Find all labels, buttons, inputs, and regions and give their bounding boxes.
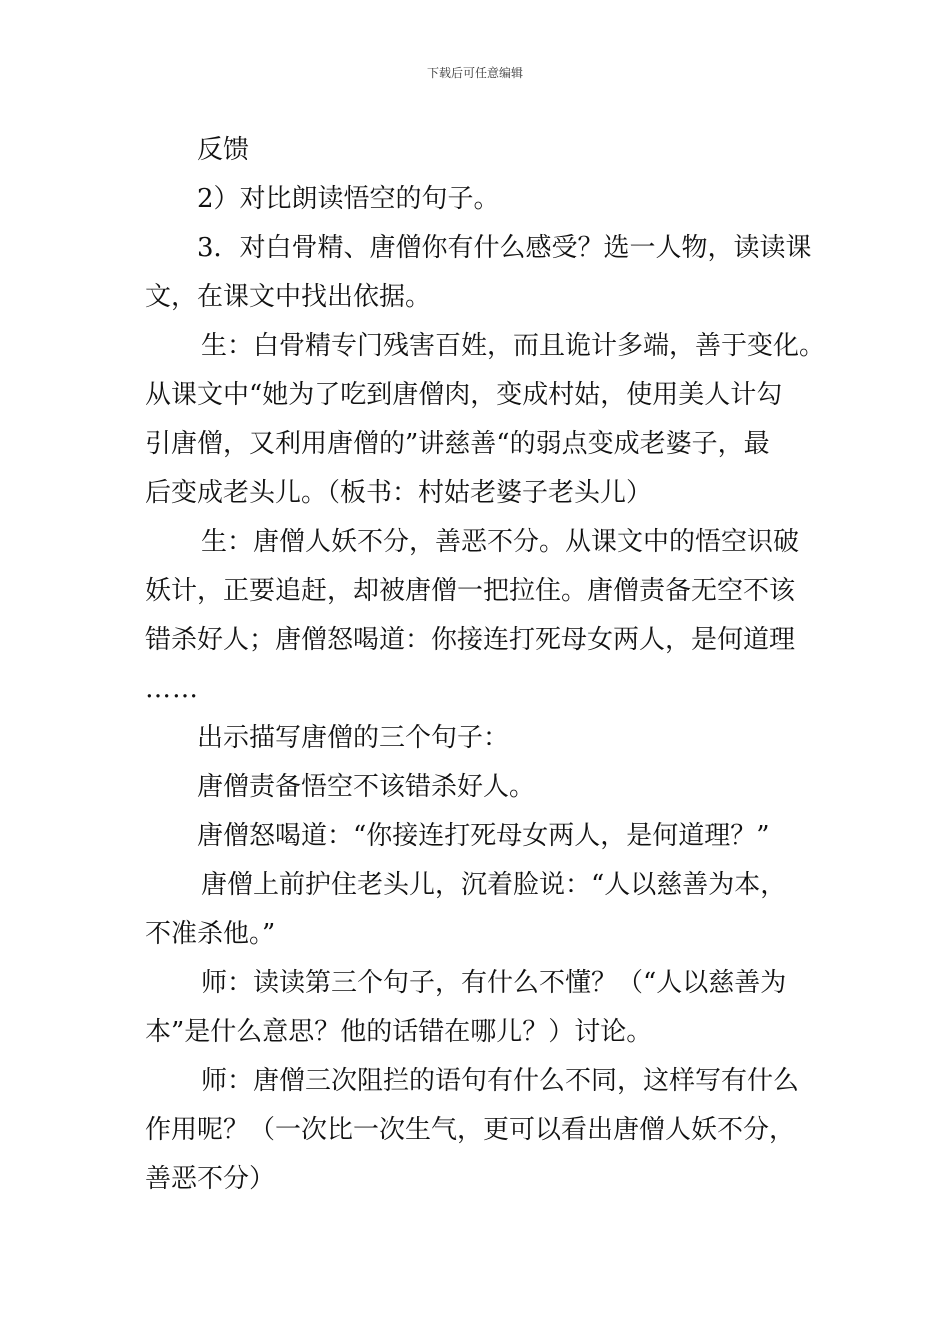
paragraph-line: 后变成老头儿。（板书：村姑老婆子老头儿） <box>145 478 653 508</box>
paragraph-line: 生：唐僧人妖不分，善恶不分。从课文中的悟空识破 <box>201 527 800 557</box>
paragraph-line: 不准杀他。” <box>145 919 276 949</box>
paragraph-line: 唐僧责备悟空不该错杀好人。 <box>197 772 536 802</box>
paragraph-line: 本”是什么意思？他的话错在哪儿？）讨论。 <box>145 1017 653 1047</box>
paragraph-line: 错杀好人；唐僧怒喝道：你接连打死母女两人，是何道理 <box>145 625 796 655</box>
paragraph-line: 师：读读第三个句子，有什么不懂？（“人以慈善为 <box>201 968 787 998</box>
paragraph-line: 生：白骨精专门残害百姓，而且诡计多端，善于变化。 <box>201 331 826 361</box>
paragraph-line: 引唐僧，又利用唐僧的”讲慈善“的弱点变成老婆子，最 <box>145 429 770 459</box>
paragraph-line: 唐僧上前护住老头儿，沉着脸说：“人以慈善为本， <box>201 870 787 900</box>
ellipsis-line: …… <box>145 674 199 704</box>
paragraph-line: 善恶不分） <box>145 1164 276 1194</box>
paragraph-line: 出示描写唐僧的三个句子： <box>197 723 510 753</box>
paragraph-line: 作用呢？（一次比一次生气，更可以看出唐僧人妖不分， <box>145 1115 796 1145</box>
page-header: 下载后可任意编辑 <box>426 66 523 80</box>
paragraph-line: 妖计，正要追赶，却被唐僧一把拉住。唐僧责备无空不该 <box>145 576 796 606</box>
paragraph-line: 2）对比朗读悟空的句子。 <box>197 184 500 214</box>
paragraph-line: 从课文中“她为了吃到唐僧肉，变成村姑，使用美人计勾 <box>145 380 783 410</box>
paragraph-line: 唐僧怒喝道：“你接连打死母女两人，是何道理？” <box>197 821 770 851</box>
paragraph-line: 反馈 <box>197 135 250 165</box>
paragraph-line: 师：唐僧三次阻拦的语句有什么不同，这样写有什么 <box>201 1066 800 1096</box>
paragraph-line: 3．对白骨精、唐僧你有什么感受？选一人物，读读课 <box>197 233 812 263</box>
paragraph-line: 文，在课文中找出依据。 <box>145 282 432 312</box>
document-body <box>145 126 826 1204</box>
